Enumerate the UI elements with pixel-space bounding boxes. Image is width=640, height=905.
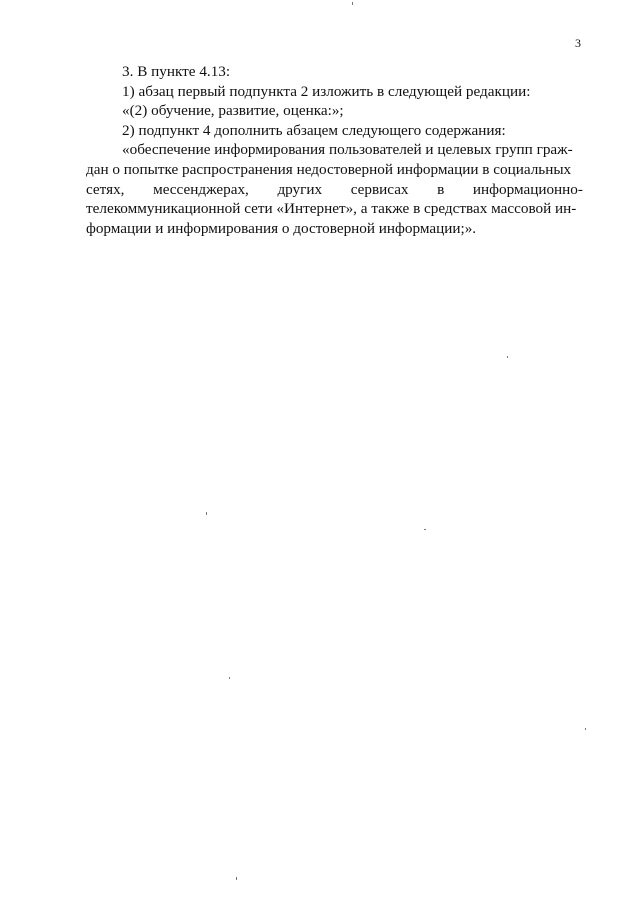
paragraph-quote-training: «(2) обучение, развитие, оценка:»; [122,102,344,120]
scan-speck [229,677,230,679]
paragraph-quote-line-4: телекоммуникационной сети «Интернет», а также в средствах массовой ин- [86,200,577,218]
scan-speck [585,728,586,730]
scan-speck [424,529,426,530]
quote-word: информационно- [472,180,583,198]
quote-word: сетях, [86,180,125,198]
paragraph-item-3: 3. В пункте 4.13: [122,63,231,80]
document-body [86,62,583,238]
paragraph-quote-line-1: «обеспечение информирования пользователей и целевых групп граж- [122,141,573,159]
quote-word: сервисах [350,180,409,198]
paragraph-quote-line-5: формации и информирования о достоверной информации;». [86,219,477,237]
scan-speck [352,2,353,5]
paragraph-quote-line-2: дан о попытке распространения недостоверной информации в социальных [86,160,572,178]
quote-word: мессенджерах, [153,180,249,198]
scan-speck [206,512,207,515]
scan-speck [236,877,237,880]
quote-word: в [437,180,445,198]
page-number: 3 [575,36,581,50]
paragraph-subitem-2: 2) подпункт 4 дополнить абзацем следующего содержания: [122,121,506,139]
paragraph-subitem-1: 1) абзац первый подпункта 2 изложить в следующей редакции: [122,82,531,100]
quote-word: других [277,180,323,198]
scan-speck [507,356,508,358]
paragraph-quote-line-3 [86,180,583,200]
